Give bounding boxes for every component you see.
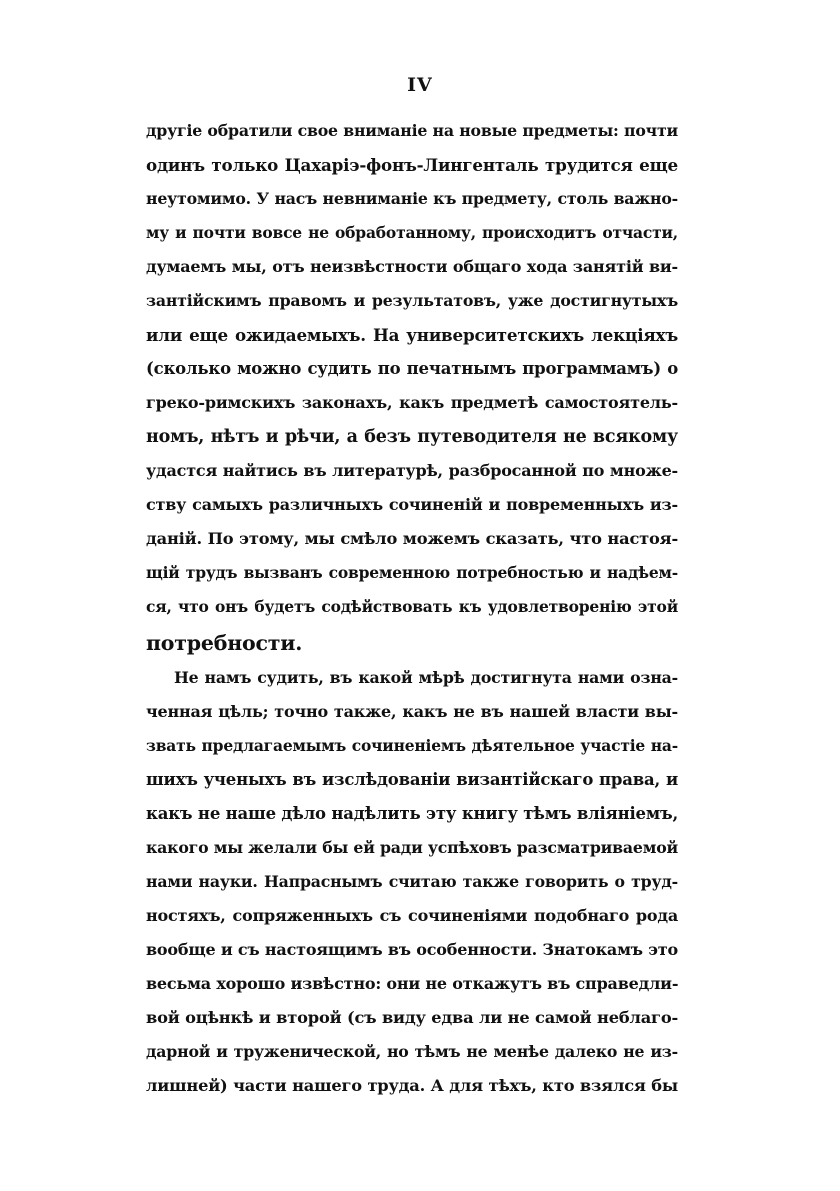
text-line: зантійскимъ правомъ и результатовъ, уже достигнутыхъ: [146, 291, 678, 310]
text-line: ся, что онъ будетъ содѣйствовать къ удовлетворенію этой: [146, 597, 678, 616]
text-line: ству самыхъ различныхъ сочиненій и повременныхъ из-: [146, 495, 678, 514]
text-line: номъ, нѣтъ и рѣчи, а безъ путеводителя не всякому: [146, 427, 678, 447]
text-line: Не намъ судить, въ какой мѣрѣ достигнута нами озна-: [174, 668, 678, 687]
page-number: IV: [407, 74, 433, 96]
text-line: какъ не наше дѣло надѣлить эту книгу тѣмъ вліяніемъ,: [146, 804, 678, 823]
text-line: потребности.: [146, 631, 303, 655]
text-line: звать предлагаемымъ сочиненіемъ дѣятельное участіе на-: [146, 736, 678, 755]
text-line: щій трудъ вызванъ современною потребностью и надѣем-: [146, 563, 678, 582]
text-line: удастся найтись въ литературѣ, разбросанной по множе-: [146, 461, 678, 480]
text-line: какого мы желали бы ей ради успѣховъ разсматриваемой: [146, 838, 678, 857]
text-line: неутомимо. У насъ невниманіе къ предмету, столь важно-: [146, 189, 678, 208]
text-line: одинъ только Цахаріэ-фонъ-Лингенталь трудится еще: [146, 155, 678, 175]
text-line: лишней) части нашего труда. А для тѣхъ, кто взялся бы: [146, 1076, 678, 1095]
text-line: дарной и труженической, но тѣмъ не менѣе далеко не из-: [146, 1042, 678, 1061]
text-line: весьма хорошо извѣстно: они не откажутъ въ справедли-: [146, 974, 679, 993]
text-line: му и почти вовсе не обработанному, происходитъ отчасти,: [146, 223, 678, 242]
text-line: думаемъ мы, отъ неизвѣстности общаго хода занятій ви-: [146, 257, 678, 276]
text-line: шихъ ученыхъ въ изслѣдованіи византійскаго права, и: [146, 770, 678, 789]
text-line: ностяхъ, сопряженныхъ съ сочиненіями подобнаго рода: [146, 906, 678, 925]
text-line: ченная цѣль; точно также, какъ не въ нашей власти вы-: [146, 702, 678, 721]
text-line: или еще ожидаемыхъ. На университетскихъ лекціяхъ: [146, 325, 678, 345]
text-line: вой оцѣнкѣ и второй (съ виду едва ли не самой неблаго-: [146, 1008, 678, 1027]
text-line: нами науки. Напраснымъ считаю также говорить о труд-: [146, 872, 678, 891]
text-line: вообще и съ настоящимъ въ особенности. Знатокамъ это: [146, 940, 678, 959]
text-line: (сколько можно судить по печатнымъ программамъ) о: [146, 359, 678, 378]
text-line: другіе обратили свое вниманіе на новые предметы: почти: [146, 121, 678, 140]
text-line: даній. По этому, мы смѣло можемъ сказать, что настоя-: [146, 529, 678, 548]
text-line: греко-римскихъ законахъ, какъ предметѣ самостоятель-: [146, 393, 678, 412]
